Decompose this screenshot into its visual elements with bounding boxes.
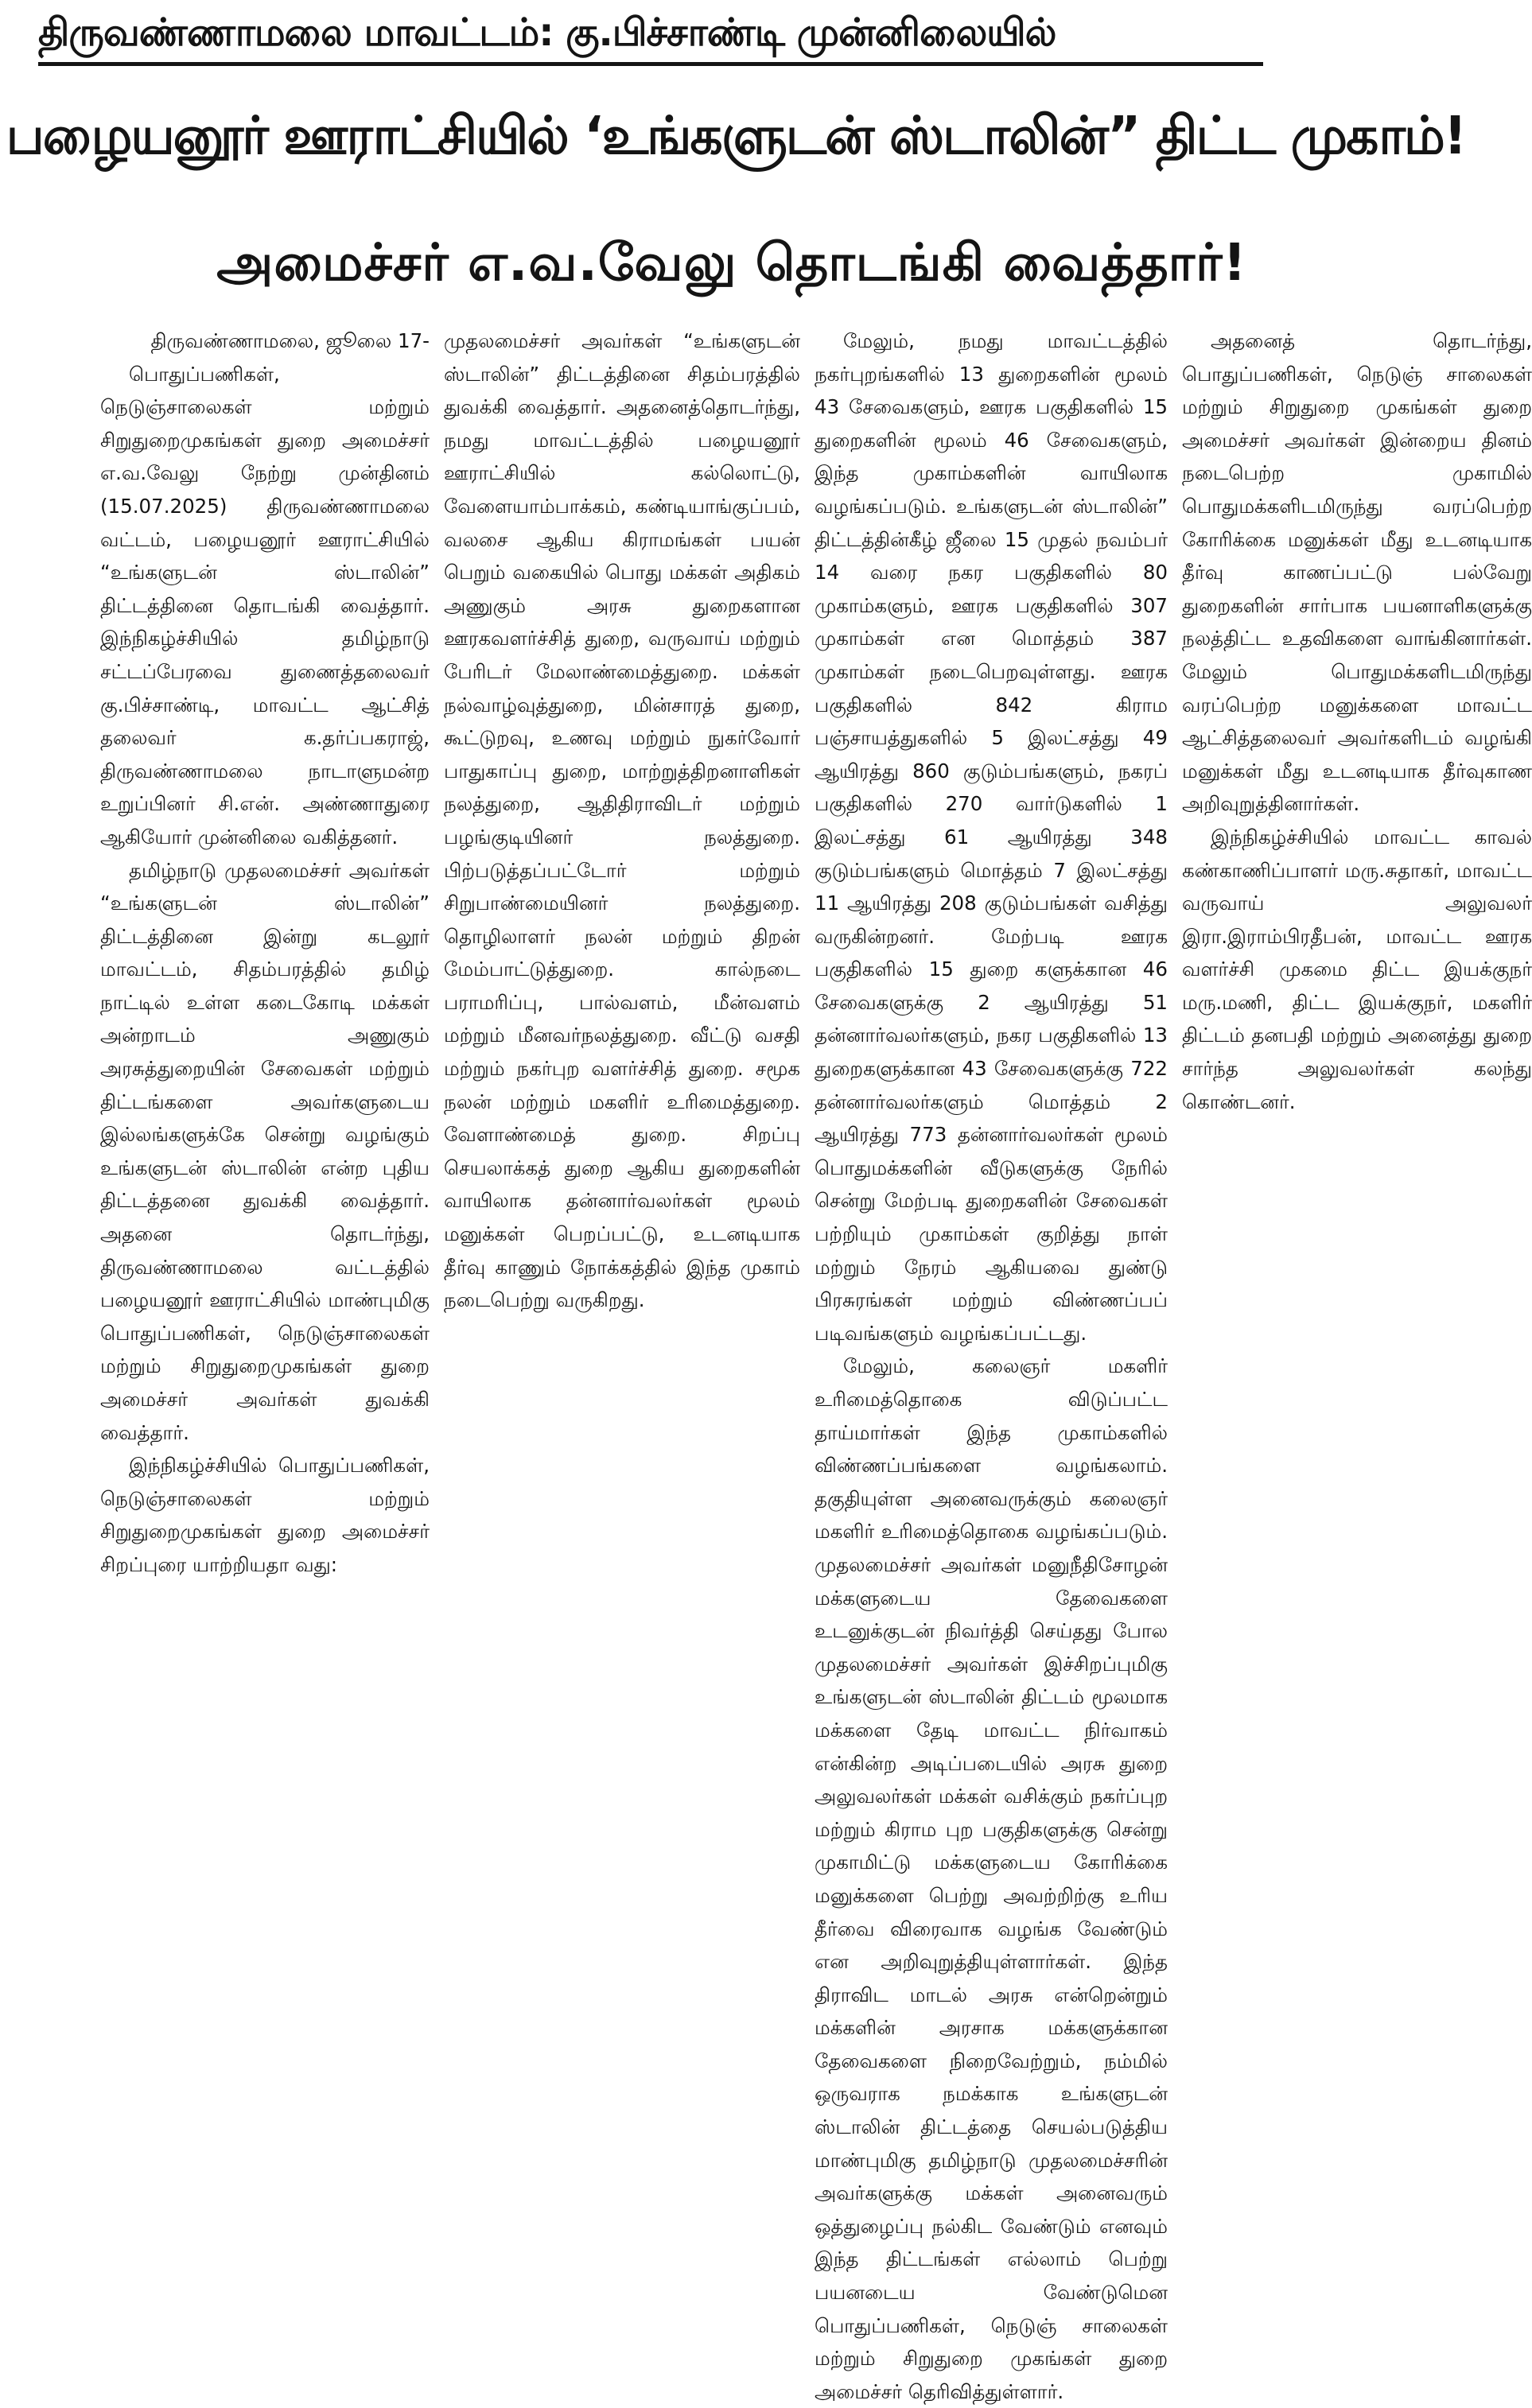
main-headline: பழையனூர் ஊராட்சியில் ‘உங்களுடன் ஸ்டாலின்” திட்ட முகாம்! <box>6 105 1466 166</box>
article-paragraph: மேலும், கலைஞர் மகளிர் உரிமைத்தொகை விடுப்பட்ட தாய்மார்கள் இந்த முகாம்களில் விண்ணப்பங்களை வழங்கலாம். தகுதியுள்ள அனைவருக்கும் கலைஞர் மகளிர் உரிமைத்தொகை வழங்கப்படும். முதலமைச்சர் அவர்கள் மனுநீதிசோழன் மக்களுடைய தேவைகளை உடனுக்குடன் நிவர்த்தி செய்தது போல முதலமைச்சர் அவர்கள் இச்சிறப்புமிகு உங்களுடன் ஸ்டாலின் திட்டம் மூலமாக மக்களை தேடி மாவட்ட நிர்வாகம் என்கின்ற அடிப்படையில் அரசு துறை அலுவலர்கள் மக்கள் வசிக்கும் நகர்ப்புற மற்றும் கிராம புற பகுதிகளுக்கு சென்று முகாமிட்டு மக்களுடைய கோரிக்கை மனுக்களை பெற்று அவற்றிற்கு உரிய தீர்வை விரைவாக வழங்க வேண்டும் என அறிவுறுத்தியுள்ளார்கள். இந்த திராவிட மாடல் அரசு என்றென்றும் மக்களின் அரசாக மக்களுக்கான தேவைகளை நிறைவேற்றும், நம்மில் ஒருவராக நமக்காக உங்களுடன் ஸ்டாலின் திட்டத்தை செயல்படுத்திய மாண்புமிகு தமிழ்நாடு முதலமைச்சரின் அவர்களுக்கு மக்கள் அனைவரும் ஒத்துழைப்பு நல்கிட வேண்டும் எனவும் இந்த திட்டங்கள் எல்லாம் பெற்று பயனடைய வேண்டுமென பொதுப்பணிகள், நெடுஞ் சாலைகள் மற்றும் சிறுதுறை முகங்கள் துறை அமைச்சர் தெரிவித்துள்ளார். <box>815 1354 1168 2403</box>
sub-headline: அமைச்சர் எ.வ.வேலு தொடங்கி வைத்தார்! <box>216 234 1247 293</box>
article-paragraph: மேலும், நமது மாவட்டத்தில் நகர்புறங்களில் 13 துறைகளின் மூலம் 43 சேவைகளும், ஊரக பகுதிகளில் 15 துறைகளின் மூலம் 46 சேவைகளும், இந்த முகாம்களின் வாயிலாக வழங்கப்படும். உங்களுடன் ஸ்டாலின்” திட்டத்தின்கீழ் ஜீலை 15 முதல் நவம்பர் 14 வரை நகர பகுதிகளில் 80 முகாம்களும், ஊரக பகுதிகளில் 307 முகாம்கள் என மொத்தம் 387 முகாம்கள் நடைபெறவுள்ளது. ஊரக பகுதிகளில் 842 கிராம பஞ்சாயத்துகளில் 5 இலட்சத்து 49 ஆயிரத்து 860 குடும்பங்களும், நகரப் பகுதிகளில் 270 வார்டுகளில் 1 இலட்சத்து 61 ஆயிரத்து 348 குடும்பங்களும் மொத்தம் 7 இலட்சத்து 11 ஆயிரத்து 208 குடும்பங்கள் வசித்து வருகின்றனர். மேற்படி ஊரக பகுதிகளில் 15 துறை களுக்கான 46 சேவைகளுக்கு 2 ஆயிரத்து 51 தன்னார்வலர்களும், நகர பகுதிகளில் 13 துறைகளுக்கான 43 சேவைகளுக்கு 722 தன்னார்வலர்களும் மொத்தம் 2 ஆயிரத்து 773 தன்னார்வலர்கள் மூலம் பொதுமக்களின் வீடுகளுக்கு நேரில் சென்று மேற்படி துறைகளின் சேவைகள் பற்றியும் முகாம்கள் குறித்து நாள் மற்றும் நேரம் ஆகியவை துண்டு பிரசுரங்கள் மற்றும் விண்ணப்பப் படிவங்களும் வழங்கப்பட்டது. <box>815 329 1168 1345</box>
kicker-underline <box>38 62 1263 66</box>
article-body <box>100 324 1532 2403</box>
kicker-headline: திருவண்ணாமலை மாவட்டம்: கு.பிச்சாண்டி முன்னிலையில் <box>38 10 1056 55</box>
article-paragraph: பொதுப்பணிகள், நெடுஞ்சாலைகள் மற்றும் சிறுதுறைமுகங்கள் துறை அமைச்சர் எ.வ.வேலு நேற்று முன்தினம் (15.07.2025) திருவண்ணாமலை வட்டம், பழையனூர் ஊராட்சியில் “உங்களுடன் ஸ்டாலின்” திட்டத்தினை தொடங்கி வைத்தார். இந்நிகழ்ச்சியில் தமிழ்நாடு சட்டப்பேரவை துணைத்தலைவர் கு.பிச்சாண்டி, மாவட்ட ஆட்சித் தலைவர் க.தர்ப்பகராஜ், திருவண்ணாமலை நாடாளுமன்ற உறுப்பினர் சி.என். அண்ணாதுரை ஆகியோர் முன்னிலை வகித்தனர். <box>100 362 430 849</box>
article-paragraph: இந்நிகழ்ச்சியில் மாவட்ட காவல் கண்காணிப்பாளர் மரு.சுதாகர், மாவட்ட வருவாய் அலுவலர் இரா.இராம்பிரதீபன், மாவட்ட ஊரக வளர்ச்சி முகமை திட்ட இயக்குநர் மரு.மணி, திட்ட இயக்குநர், மகளிர் திட்டம் தனபதி மற்றும் அனைத்து துறை சார்ந்த அலுவலர்கள் கலந்து கொண்டனர். <box>1182 825 1532 1113</box>
article-column-2 <box>444 324 800 2289</box>
dateline: திருவண்ணாமலை, ஜூலை 17- <box>150 329 430 352</box>
article-paragraph: முதலமைச்சர் அவர்கள் “உங்களுடன் ஸ்டாலின்” திட்டத்தினை சிதம்பரத்தில் துவக்கி வைத்தார். அதனைத்தொடர்ந்து, நமது மாவட்டத்தில் பழையனூர் ஊராட்சியில் கல்லொட்டு, வேளையாம்பாக்கம், கண்டியாங்குப்பம், வலசை ஆகிய கிராமங்கள் பயன் பெறும் வகையில் பொது மக்கள் அதிகம் அணுகும் அரசு துறைகளான ஊரகவளர்ச்சித் துறை, வருவாய் மற்றும் பேரிடர் மேலாண்மைத்துறை. மக்கள் நல்வாழ்வுத்துறை, மின்சாரத் துறை, கூட்டுறவு, உணவு மற்றும் நுகர்வோர் பாதுகாப்பு துறை, மாற்றுத்திறனாளிகள் நலத்துறை, ஆதிதிராவிடர் மற்றும் பழங்குடியினர் நலத்துறை. பிற்படுத்தப்பட்டோர் மற்றும் சிறுபாண்மையினர் நலத்துறை. தொழிலாளர் நலன் மற்றும் திறன் மேம்பாட்டுத்துறை. கால்நடை பராமரிப்பு, பால்வளம், மீன்வளம் மற்றும் மீனவர்நலத்துறை. வீட்டு வசதி மற்றும் நகர்புற வளர்ச்சித் துறை. சமூக நலன் மற்றும் மகளிர் உரிமைத்துறை. வேளாண்மைத் துறை. சிறப்பு செயலாக்கத் துறை ஆகிய துறைகளின் வாயிலாக தன்னார்வலர்கள் மூலம் மனுக்கள் பெறப்பட்டு, உடனடியாக தீர்வு காணும் நோக்கத்தில் இந்த முகாம் நடைபெற்று வருகிறது. <box>444 329 800 1312</box>
article-paragraph: தமிழ்நாடு முதலமைச்சர் அவர்கள் “உங்களுடன் ஸ்டாலின்” திட்டத்தினை இன்று கடலூர் மாவட்டம், சிதம்பரத்தில் தமிழ் நாட்டில் உள்ள கடைகோடி மக்கள் அன்றாடம் அணுகும் அரசுத்துறையின் சேவைகள் மற்றும் திட்டங்களை அவர்களுடைய இல்லங்களுக்கே சென்று வழங்கும் உங்களுடன் ஸ்டாலின் என்ற புதிய திட்டத்தனை துவக்கி வைத்தார். அதனை தொடர்ந்து, திருவண்ணாமலை வட்டத்தில் பழையனூர் ஊராட்சியில் மாண்புமிகு பொதுப்பணிகள், நெடுஞ்சாலைகள் மற்றும் சிறுதுறைமுகங்கள் துறை அமைச்சர் அவர்கள் துவக்கி வைத்தார். <box>100 858 430 1444</box>
article-paragraph: இந்நிகழ்ச்சியில் பொதுப்பணிகள், நெடுஞ்சாலைகள் மற்றும் சிறுதுறைமுகங்கள் துறை அமைச்சர் சிறப்புரை யாற்றியதா வது: <box>100 1454 430 1576</box>
article-column-4 <box>1182 324 1532 2289</box>
article-paragraph: அதனைத் தொடர்ந்து, பொதுப்பணிகள், நெடுஞ் சாலைகள் மற்றும் சிறுதுறை முகங்கள் துறை அமைச்சர் அவர்கள் இன்றைய தினம் நடைபெற்ற முகாமில் பொதுமக்களிடமிருந்து வரப்பெற்ற கோரிக்கை மனுக்கள் மீது உடனடியாக தீர்வு காணப்பட்டு பல்வேறு துறைகளின் சார்பாக பயனாளிகளுக்கு நலத்திட்ட உதவிகளை வாங்கினார்கள். மேலும் பொதுமக்களிடமிருந்து வரப்பெற்ற மனுக்களை மாவட்ட ஆட்சித்தலைவர் அவர்களிடம் வழங்கி மனுக்கள் மீது உடனடியாக தீர்வுகாண அறிவுறுத்தினார்கள். <box>1182 329 1532 816</box>
article-column-1 <box>100 324 430 2289</box>
article-column-3 <box>815 324 1168 2403</box>
